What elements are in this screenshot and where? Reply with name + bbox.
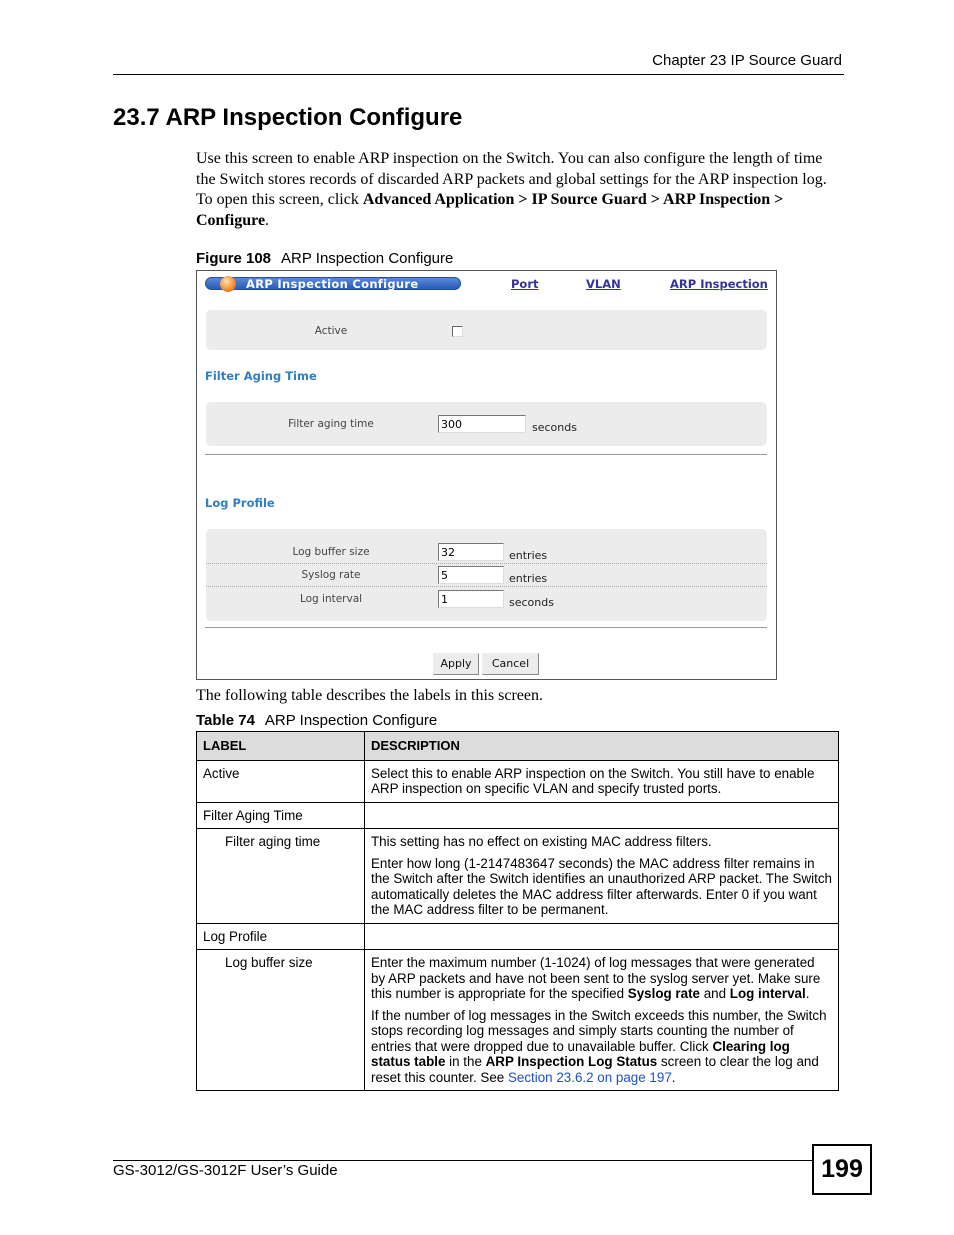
intro-end: . xyxy=(265,211,270,229)
active-checkbox[interactable] xyxy=(452,326,463,337)
arp-inspection-link[interactable]: ARP Inspection xyxy=(670,277,768,291)
syslog-rate-unit: entries xyxy=(509,572,548,585)
apply-button[interactable]: Apply xyxy=(433,653,479,675)
description-table xyxy=(196,731,839,1091)
row-description xyxy=(365,950,839,1091)
vlan-link[interactable]: VLAN xyxy=(586,277,621,291)
header-rule xyxy=(113,74,844,75)
text-run: in the xyxy=(445,1054,486,1069)
row-label: Active xyxy=(197,760,365,802)
table-row xyxy=(197,802,839,829)
row-label: Log buffer size xyxy=(197,950,365,1091)
log-buffer-label: Log buffer size xyxy=(292,546,370,558)
screen-title: ARP Inspection Configure xyxy=(246,277,419,291)
description-header: DESCRIPTION xyxy=(365,732,839,761)
table-row xyxy=(197,923,839,950)
description-paragraph xyxy=(371,955,832,1002)
log-buffer-unit: entries xyxy=(509,549,548,562)
log-buffer-input[interactable] xyxy=(438,543,504,561)
description-paragraph: This setting has no effect on existing MAC address filters. xyxy=(371,834,712,849)
text-run: . xyxy=(805,986,810,1001)
table-row xyxy=(197,760,839,802)
table-number: Table 74 xyxy=(196,712,255,729)
figure-title: ARP Inspection Configure xyxy=(281,250,454,267)
description-paragraph xyxy=(371,1008,832,1086)
screen-title-bar xyxy=(205,277,461,290)
table-title: ARP Inspection Configure xyxy=(264,712,438,729)
row-label: Log Profile xyxy=(197,923,365,950)
intro-text: Use this screen to enable ARP inspection on the Switch. You can also configure the length of time the Switch stores records of discarded ARP packets and global settings for the ARP inspection log. To open this screen, click xyxy=(196,150,827,208)
field-ref: Log interval xyxy=(729,986,806,1001)
active-row xyxy=(206,319,767,343)
label-header: LABEL xyxy=(197,732,365,761)
row-label: Filter Aging Time xyxy=(197,802,365,829)
cancel-button[interactable]: Cancel xyxy=(482,653,539,675)
guide-title: GS-3012/GS-3012F User’s Guide xyxy=(113,1162,338,1179)
field-ref: Clearing log status table xyxy=(371,1038,790,1069)
footer-rule xyxy=(113,1160,812,1161)
arp-inspection-screenshot xyxy=(196,270,777,680)
table-row xyxy=(197,950,839,1091)
table-row xyxy=(197,829,839,924)
syslog-rate-input[interactable] xyxy=(438,566,504,584)
log-profile-heading: Log Profile xyxy=(205,496,275,510)
log-interval-label: Log interval xyxy=(299,593,363,605)
port-link[interactable]: Port xyxy=(511,277,539,291)
field-ref: Syslog rate xyxy=(627,986,700,1001)
filter-aging-unit: seconds xyxy=(532,421,577,434)
row-label: Filter aging time xyxy=(197,829,365,924)
filter-aging-label: Filter aging time xyxy=(288,418,374,430)
text-run: Enter the maximum number (1-1024) of log messages that were generated by ARP packets and have not been sent to the syslog server yet. Make sure this number is appropriate for the specified xyxy=(371,955,821,1001)
row-description xyxy=(365,923,839,950)
log-interval-unit: seconds xyxy=(509,596,554,609)
filter-aging-row xyxy=(206,412,767,436)
description-paragraph: Enter how long (1-2147483647 seconds) the MAC address filter remains in the Switch after the Switch identifies an unauthorized ARP packet. The Switch automatically deletes the MAC address filter afterwards. Enter 0 if you want the MAC address filter to be permanent. xyxy=(371,855,832,917)
log-buffer-row xyxy=(206,540,767,564)
page-number: 199 xyxy=(812,1144,872,1195)
table-caption xyxy=(196,712,437,729)
syslog-rate-label: Syslog rate xyxy=(301,569,361,581)
field-ref: ARP Inspection Log Status xyxy=(485,1054,658,1069)
filter-aging-heading: Filter Aging Time xyxy=(205,369,317,383)
table-intro: The following table describes the labels in this screen. xyxy=(196,687,544,704)
log-interval-input[interactable] xyxy=(438,590,504,608)
text-run: and xyxy=(700,986,730,1001)
row-description xyxy=(365,829,839,924)
menu-path: Advanced Application > IP Source Guard > ARP Inspection > Configure xyxy=(196,191,784,229)
active-label: Active xyxy=(314,325,348,337)
chapter-header: Chapter 23 IP Source Guard xyxy=(652,52,842,69)
filter-aging-input[interactable] xyxy=(438,415,526,433)
intro-paragraph xyxy=(196,149,840,231)
figure-caption xyxy=(196,250,453,267)
row-description xyxy=(365,802,839,829)
section-link[interactable]: Section 23.6.2 on page 197 xyxy=(507,1069,672,1085)
row-description: Select this to enable ARP inspection on the Switch. You still have to enable ARP inspection on specific VLAN and specify trusted ports. xyxy=(365,760,839,802)
text-run: If the number of log messages in the Switch exceeds this number, the Switch stops recording log messages and simply starts counting the number of entries that were dropped due to unavailable buffer. Click xyxy=(371,1007,827,1054)
table-header-row xyxy=(197,732,839,761)
orange-orb-icon xyxy=(220,276,236,292)
figure-bottom-rule xyxy=(205,627,767,628)
figure-separator xyxy=(205,454,767,455)
text-run: screen to clear the log and reset this counter. See xyxy=(371,1054,819,1085)
section-title: 23.7 ARP Inspection Configure xyxy=(113,104,463,131)
syslog-rate-row xyxy=(206,563,767,587)
log-interval-row xyxy=(206,587,767,611)
text-run: . xyxy=(671,1069,676,1085)
figure-number: Figure 108 xyxy=(196,250,272,267)
